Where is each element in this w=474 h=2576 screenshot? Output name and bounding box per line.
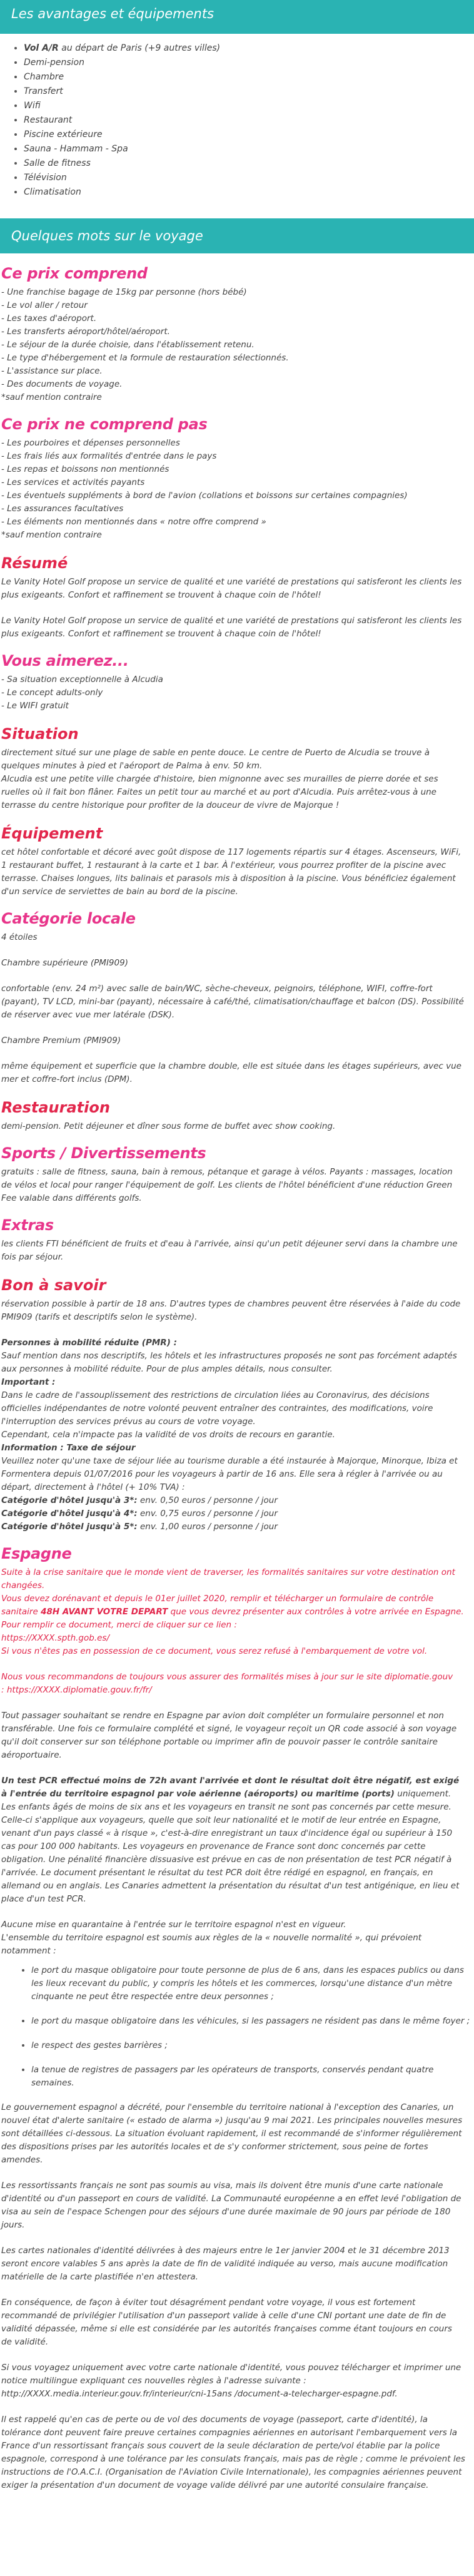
extras-heading: Extras xyxy=(1,1216,54,1234)
equipment-item: • Transfert xyxy=(24,84,474,99)
spain-alert-2: Vous devez dorénavant et depuis le 01er juillet 2020, remplir et télécharger un formulaire de contrôle sanitaire 48H AVANT VOTRE DEPART que vous devrez présenter aux contrôles à votre arrivée en Espagne. xyxy=(1,1594,464,1617)
equipment-item: • Salle de fitness xyxy=(24,156,474,171)
list-line: - Les frais liés aux formalités d'entrée dans le pays xyxy=(1,451,217,461)
spain-text-1: Tout passager souhaitant se rendre en Espagne par avion doit compléter un formulaire personnel et non transférable. Une fois ce formulaire complété et signé, le voyageur reçoit un QR code associé à son voyage qu'il doit conserver sur son téléphone portable ou imprimer afin de pouvoir passer le contrôle sanitaire aéroportuaire. xyxy=(1,1711,457,1760)
list-line: - Le concept adults-only xyxy=(1,688,103,698)
spain-pcr: Un test PCR effectué moins de 72h avant l'arrivée et dont le résultat doit être négatif, est exigé à l'entrée du territoire espagnol par voie aérienne (aéroports) ou maritime (ports) uniquement. Les enfants âgés de moins de six ans et les voyageurs en transit ne sont pas concernés par cette mesure. Celle-ci s'applique aux voyageurs, quelle que soit leur nationalité et le motif de leur entrée en Espagne, venant d'un pays classé « à risque », c'est-à-dire enregistrant un taux d'incidence égal ou supérieur à 150 cas pour 100 000 habitants. Les voyageurs en provenance de France sont donc concernés par cette obligation. Une pénalité financière dissuasive est prévue en cas de non présentation de test PCR négatif à l'arrivée. Le document présentant le résultat du test PCR doit être rédigé en espagnol, en français, en allemand ou en anglais. Les Canaries admettent la présentation du résultat d'un test antigénique, en lieu et place d'un test PCR. xyxy=(1,1776,460,1904)
summary-text-1: Le Vanity Hotel Golf propose un service de qualité et une variété de prestations qui satisferont les clients les plus exigeants. Confort et raffinement se trouvent à chaque coin de l'hôtel! xyxy=(1,577,462,600)
spain-alert-3: Pour remplir ce document, merci de cliquer sur ce lien : xyxy=(1,1620,237,1630)
list-line: - Les assurances facultatives xyxy=(1,504,124,514)
spain-text-3: Aucune mise en quarantaine à l'entrée sur le territoire espagnol n'est en vigueur. xyxy=(1,1920,346,1930)
equipment-item: • Vol A/R au départ de Paris (+9 autres villes) xyxy=(24,41,474,56)
important-title: Important : xyxy=(1,1377,56,1387)
list-line: - Des documents de voyage. xyxy=(1,379,123,389)
facilities-text: cet hôtel confortable et décoré avec goût dispose de 117 logements répartis sur 4 étages. Ascenseurs, WiFi, 1 restaurant buffet, 1 restaurant à la carte et 1 bar. À l'extérieur, vous pourrez profiter de la piscine avec terrasse. Chaises longues, lits balinais et parasols mis à disposition à la piscine. Vous bénéficiez également d'un service de serviettes de bain au bord de la piscine. xyxy=(1,847,461,897)
equipment-item: • Climatisation xyxy=(24,185,474,200)
spain-rules-list xyxy=(23,1964,474,2090)
good-to-know-heading: Bon à savoir xyxy=(1,1276,106,1294)
spain-text-10: Il est rappelé qu'en cas de perte ou de vol des documents de voyage (passeport, carte d'identité), la tolérance dont peuvent faire preuve certaines compagnies aériennes en autorisant l'embarquement vers la France d'un ressortissant français sous couvert de la seule déclaration de perte/vol établie par la police espagnole, correspond à une tolérance par les consulats français, mais pas de règle ; comme le prévoient les instructions de l'O.A.C.I. (Organisation de l'Aviation Civile Internationale), les compagnies aériennes peuvent exiger la présentation d'un document de voyage valide délivré par une autorité consulaire française. xyxy=(1,2415,465,2490)
list-item: • la tenue de registres de passagers par les opérateurs de transports, conservés pendant quatre semaines. xyxy=(31,2064,474,2090)
list-line: - Les éléments non mentionnés dans « notre offre comprend » xyxy=(1,517,266,527)
excludes-list xyxy=(1,437,474,542)
equipment-item: • Piscine extérieure xyxy=(24,128,474,142)
equipment-item: • Restaurant xyxy=(24,113,474,128)
superior-room-text: confortable (env. 24 m²) avec salle de bain/WC, sèche-cheveux, peignoirs, téléphone, WIFI, coffre-fort (payant), TV LCD, mini-bar (payant), nécessaire à café/thé, climatisation/chauffage et balcon (DS). Possibilité de réserver avec vue mer latérale (DSK). xyxy=(1,984,464,1020)
list-line: *sauf mention contraire xyxy=(1,392,102,402)
list-line: - Le séjour de la durée choisie, dans l'établissement retenu. xyxy=(1,340,255,350)
tax-cat-3: Catégorie d'hôtel jusqu'à 3*: env. 0,50 euros / personne / jour xyxy=(1,1495,278,1505)
summary-heading: Résumé xyxy=(1,554,68,572)
list-line: - Une franchise bagage de 15kg par personne (hors bébé) xyxy=(1,287,247,297)
equipment-list xyxy=(15,41,474,200)
premium-room-text: même équipement et superficie que la chambre double, elle est située dans les étages supérieurs, avec vue mer et coffre-fort inclus (DPM). xyxy=(1,1061,461,1084)
spain-alert-5: Si vous n'êtes pas en possession de ce document, vous serez refusé à l'embarquement de votre vol. xyxy=(1,1646,428,1656)
list-item: • le port du masque obligatoire dans les véhicules, si les passagers ne résident pas dans le même foyer ; xyxy=(31,2015,474,2028)
list-line: - Les repas et boissons non mentionnés xyxy=(1,464,169,474)
location-text-1: directement situé sur une plage de sable en pente douce. Le centre de Puerto de Alcudia se trouve à quelques minutes à pied et l'aéroport de Palma à env. 50 km. xyxy=(1,748,430,771)
list-line: - Le type d'hébergement et la formule de restauration sélectionnés. xyxy=(1,353,289,363)
list-line: - Les éventuels suppléments à bord de l'avion (collations et boissons sur certaines compagnies) xyxy=(1,491,408,501)
tax-text: Veuillez noter qu'une taxe de séjour liée au tourisme durable a été instaurée à Majorque, Minorque, Ibiza et Formentera depuis 01/07/2016 pour les voyageurs à partir de 16 ans. Elle sera à régler à l'arrivée ou au départ, directement à l'hôtel (+ 10% TVA) : xyxy=(1,1456,458,1492)
important-text: Dans le cadre de l'assouplissement des restrictions de circulation liées au Coronavirus, des décisions officielles indépendantes de notre volonté peuvent entraîner des contraintes, des modifications, voire l'interruption des services prévus au cours de votre voyage. xyxy=(1,1390,433,1427)
summary-text-2: Le Vanity Hotel Golf propose un service de qualité et une variété de prestations qui satisferont les clients les plus exigeants. Confort et raffinement se trouvent à chaque coin de l'hôtel! xyxy=(1,616,462,639)
sports-heading: Sports / Divertissements xyxy=(1,1144,206,1162)
list-line: - Le WIFI gratuit xyxy=(1,701,69,711)
equipment-banner: Les avantages et équipements xyxy=(0,0,474,34)
includes-list xyxy=(1,286,474,404)
good-to-know-text: réservation possible à partir de 18 ans. D'autres types de chambres peuvent être réservées à l'aide du code PMI909 (tarifs et descriptifs selon le système). xyxy=(1,1299,461,1322)
spain-text-9: Si vous voyagez uniquement avec votre carte nationale d'identité, vous pouvez télécharger et imprimer une notice multilingue expliquant ces nouvelles règles à l'adresse suivante : http://XXXX.media.interieur.gouv.fr/interieur/cni-15ans /document-a-telecharger-espagne.pdf. xyxy=(1,2363,461,2399)
list-item: • le respect des gestes barrières ; xyxy=(31,2039,474,2052)
diplomatie-link[interactable]: : https://XXXX.diplomatie.gouv.fr/fr/ xyxy=(1,1685,152,1695)
spain-text-6: Les ressortissants français ne sont pas soumis au visa, mais ils doivent être munis d'une carte nationale d'identité ou d'un passeport en cours de validité. La Communauté européenne a en effet levé l'obligation de visa au sein de l'espace Schengen pour des séjours d'une durée maximale de 90 jours par période de 180 jours. xyxy=(1,2181,461,2230)
list-line: - Les transferts aéroport/hôtel/aéroport. xyxy=(1,327,170,337)
equipment-item: • Télévision xyxy=(24,171,474,185)
equipment-item: • Sauna - Hammam - Spa xyxy=(24,142,474,156)
includes-heading: Ce prix comprend xyxy=(1,265,148,282)
spain-alert-1: Suite à la crise sanitaire que le monde vient de traverser, les formalités sanitaires sur votre destination ont changées. xyxy=(1,1567,455,1591)
equipment-item: • Chambre xyxy=(24,70,474,84)
dining-text: demi-pension. Petit déjeuner et dîner sous forme de buffet avec show cooking. xyxy=(1,1121,336,1131)
likes-list xyxy=(1,673,474,713)
list-line: - Les services et activités payants xyxy=(1,477,145,487)
category-stars: 4 étoiles xyxy=(1,932,38,942)
list-line: - Les pourboires et dépenses personnelles xyxy=(1,438,180,448)
location-text-2: Alcudia est une petite ville chargée d'histoire, bien mignonne avec ses murailles de pierre dorée et ses ruelles où il fait bon flâner. Faites un petit tour au marché et au port d'Alcudia. Puis arrêtez-vous à une terrasse du centre historique pour profiter de la douceur de vivre de Majorque ! xyxy=(1,774,438,810)
extras-text: les clients FTI bénéficient de fruits et d'eau à l'arrivée, ainsi qu'un petit déjeuner servi dans la chambre une fois par séjour. xyxy=(1,1239,458,1262)
sports-text: gratuits : salle de fitness, sauna, bain à remous, pétanque et garage à vélos. Payants : massages, location de vélos et local pour ranger l'équipement de golf. Les clients de l'hôtel bénéficient d'une réduction Green Fee valable dans différents golfs. xyxy=(1,1167,453,1203)
list-line: - Sa situation exceptionnelle à Alcudia xyxy=(1,675,163,685)
superior-room-title: Chambre supérieure (PMI909) xyxy=(1,958,128,968)
list-line: - Les taxes d'aéroport. xyxy=(1,313,97,323)
pmr-title: Personnes à mobilité réduite (PMR) : xyxy=(1,1338,177,1348)
list-item: • le port du masque obligatoire pour toute personne de plus de 6 ans, dans les espaces publics ou dans les lieux recevant du public, y compris les hôtels et les commerces, lorsqu'une distance d'un mètre cinquante ne peut être respectée entre deux personnes ; xyxy=(31,1964,474,2003)
spain-alert-6: Nous vous recommandons de toujours vous assurer des formalités mises à jour sur le site diplomatie.gouv xyxy=(1,1672,453,1682)
equipment-item: • Wifi xyxy=(24,99,474,113)
spain-text-5: Le gouvernement espagnol a décrété, pour l'ensemble du territoire national à l'exception des Canaries, un nouvel état d'alerte sanitaire (« estado de alarma ») jusqu'au 9 mai 2021. Les principales nouvelles mesures sont détaillées ci-dessous. La situation évoluant rapidement, il est recommandé de s'informer régulièrement des dispositions prises par les autorités locales et de s'y conformer strictement, sous peine de fortes amendes. xyxy=(1,2102,463,2165)
spain-text-7: Les cartes nationales d'identité délivrées à des majeurs entre le 1er janvier 2004 et le 31 décembre 2013 seront encore valables 5 ans après la date de fin de validité indiquée au verso, mais aucune modification matérielle de la carte plastifiée n'en attestera. xyxy=(1,2246,450,2282)
list-line: - L'assistance sur place. xyxy=(1,366,103,376)
location-heading: Situation xyxy=(1,725,79,743)
likes-heading: Vous aimerez... xyxy=(1,652,129,669)
list-line: - Le vol aller / retour xyxy=(1,300,88,310)
spain-text-4: L'ensemble du territoire espagnol est soumis aux règles de la « nouvelle normalité », qui prévoient notamment : xyxy=(1,1933,422,1956)
equipment-item: • Demi-pension xyxy=(24,56,474,70)
tax-cat-4: Catégorie d'hôtel jusqu'à 4*: env. 0,75 euros / personne / jour xyxy=(1,1509,278,1519)
travel-banner: Quelques mots sur le voyage xyxy=(0,218,474,253)
category-heading: Catégorie locale xyxy=(1,910,136,927)
dining-heading: Restauration xyxy=(1,1099,110,1116)
tax-cat-5: Catégorie d'hôtel jusqu'à 5*: env. 1,00 euros / personne / jour xyxy=(1,1522,278,1532)
premium-room-title: Chambre Premium (PMI909) xyxy=(1,1036,121,1046)
list-line: *sauf mention contraire xyxy=(1,530,102,540)
important-text-2: Cependant, cela n'impacte pas la validité de vos droits de recours en garantie. xyxy=(1,1430,335,1440)
spain-heading: Espagne xyxy=(1,1545,72,1562)
facilities-heading: Équipement xyxy=(1,825,103,842)
tax-title: Information : Taxe de séjour xyxy=(1,1443,136,1453)
pmr-text: Sauf mention dans nos descriptifs, les hôtels et les infrastructures proposés ne sont pas forcément adaptés aux personnes à mobilité réduite. Pour de plus amples détails, nous consulter. xyxy=(1,1351,457,1374)
excludes-heading: Ce prix ne comprend pas xyxy=(1,415,208,433)
spain-form-link[interactable]: https://XXXX.spth.gob.es/ xyxy=(1,1633,109,1643)
spain-text-8: En conséquence, de façon à éviter tout désagrément pendant votre voyage, il vous est fortement recommandé de privilégier l'utilisation d'un passeport valide à celle d'une CNI portant une date de fin de validité dépassée, même si elle est considérée par les autorités françaises comme étant toujours en cours de validité. xyxy=(1,2298,452,2347)
